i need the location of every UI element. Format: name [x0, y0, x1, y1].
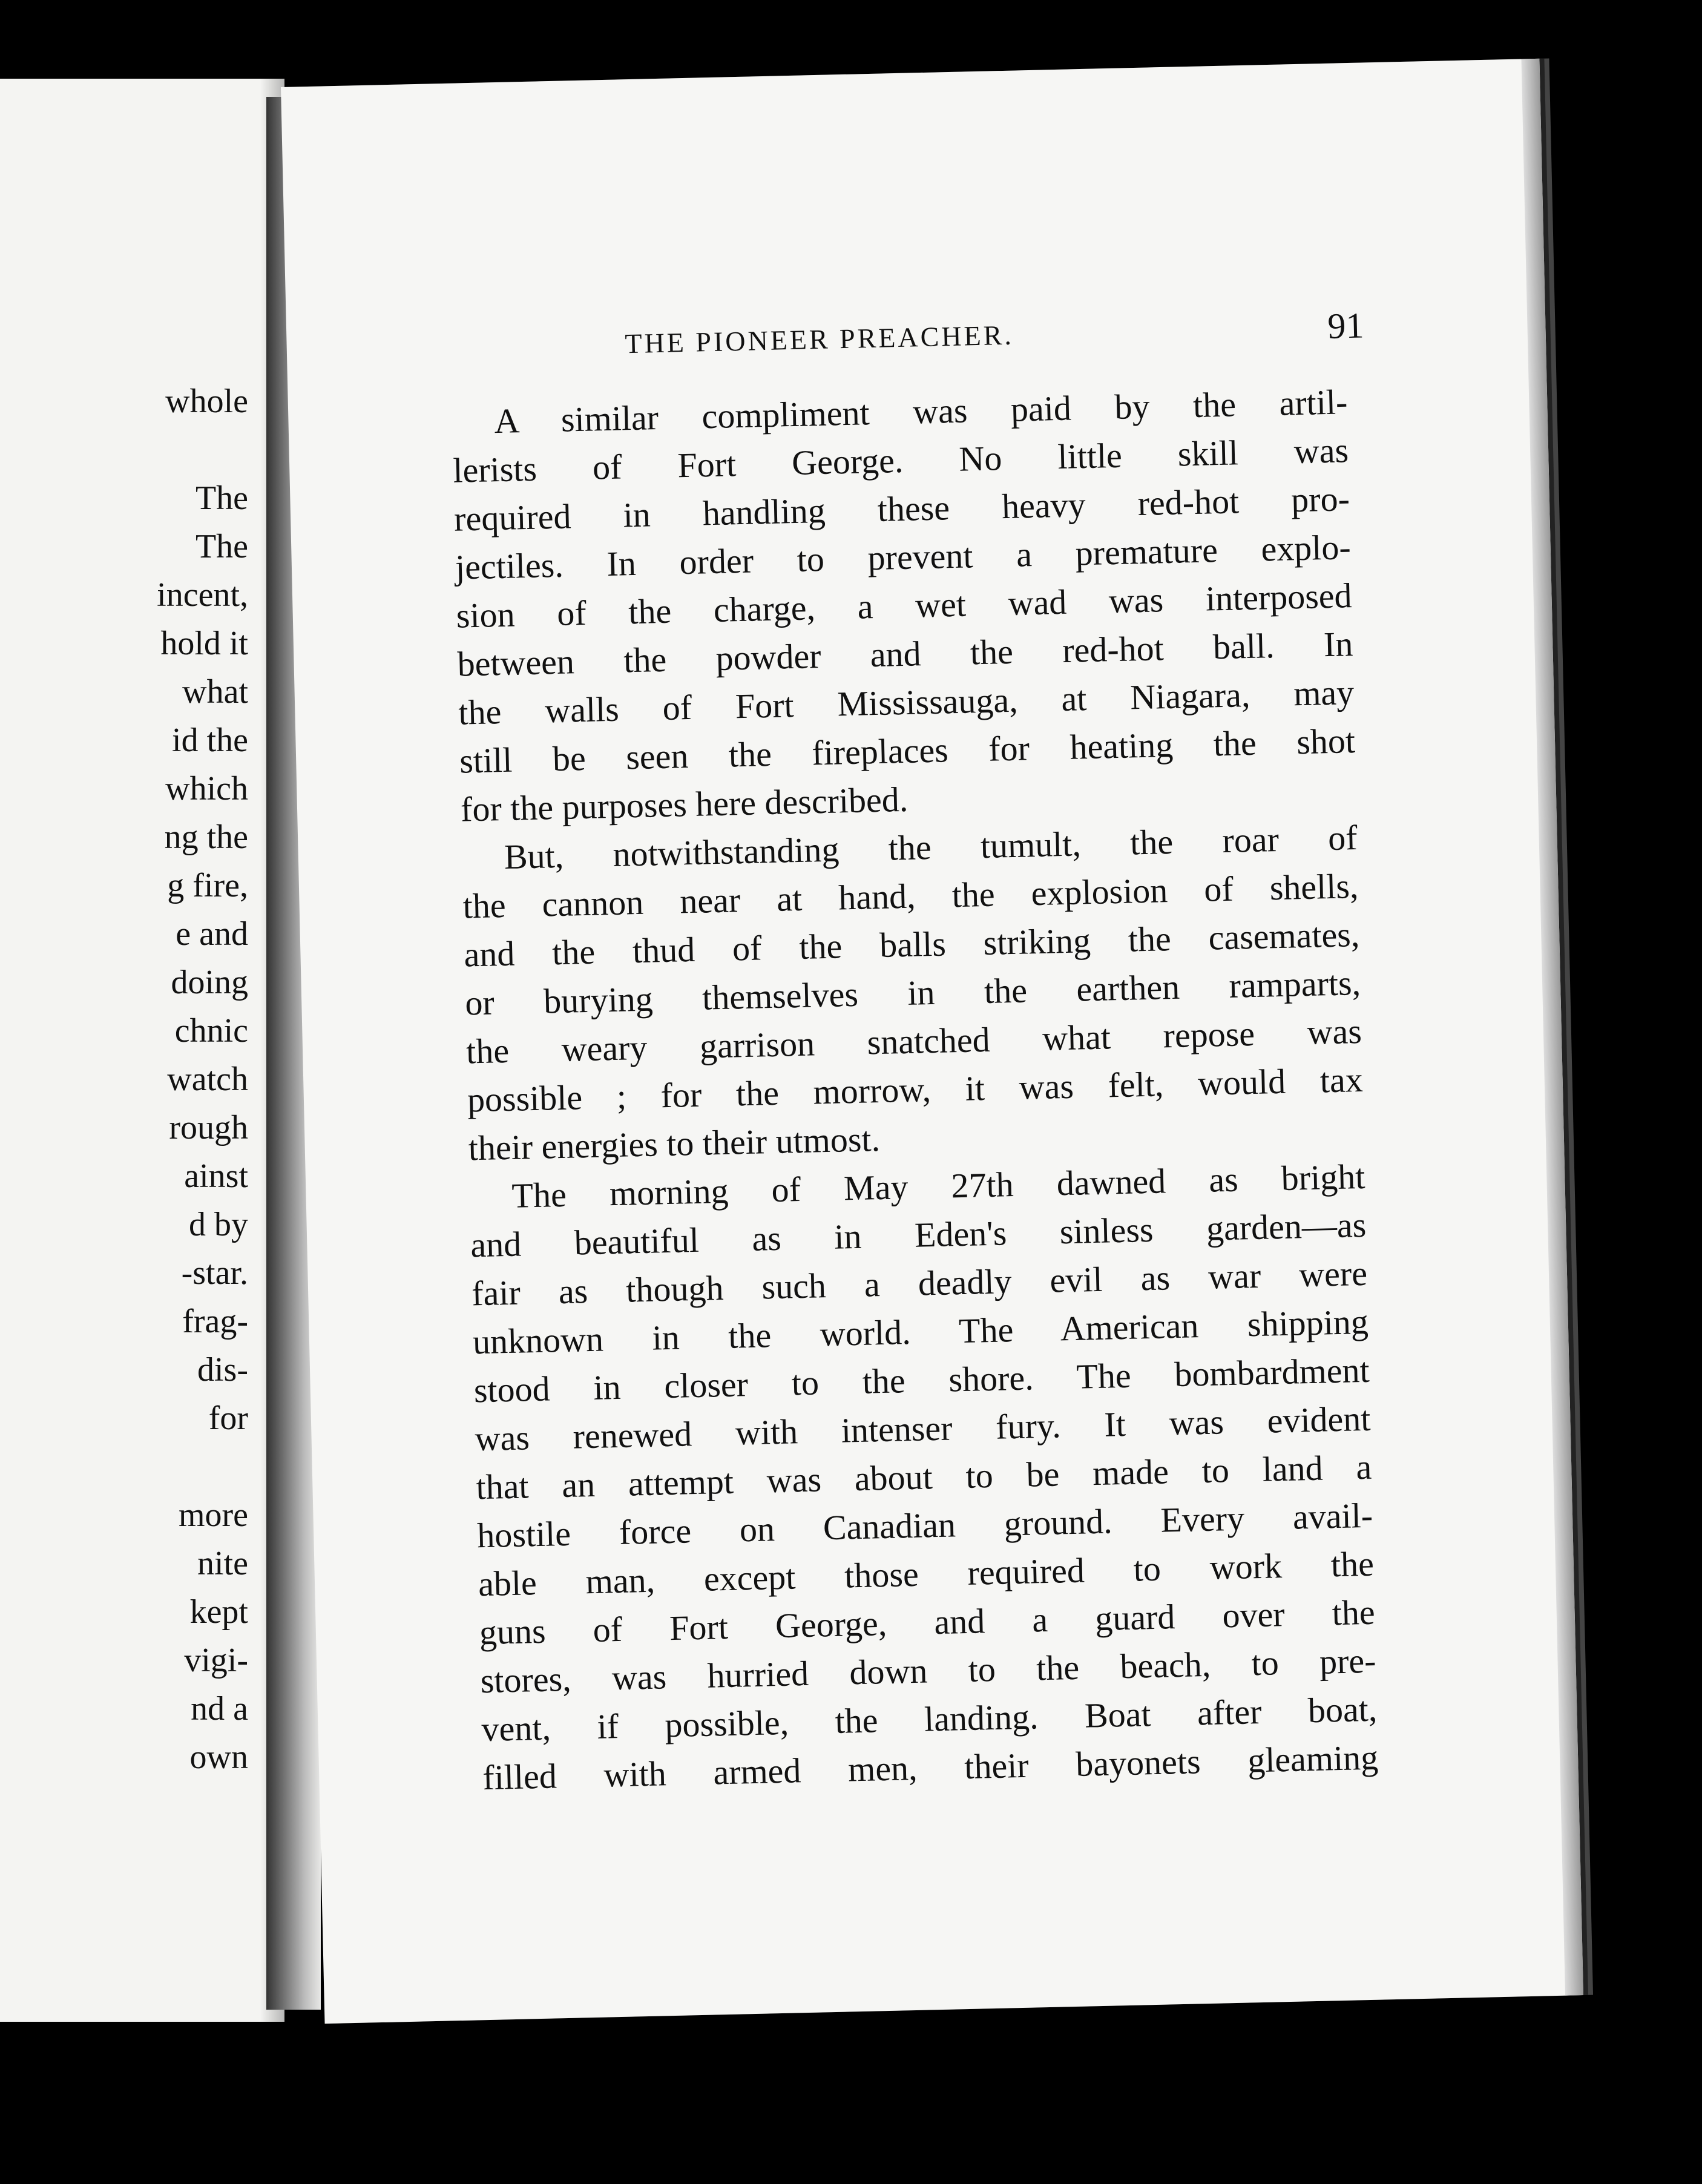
running-head-title: THE PIONEER PREACHER. [624, 319, 1014, 360]
text-line: The morning of May 27th dawned as bright [511, 1156, 1365, 1215]
text-line: and the thud of the balls striking the casemates, [463, 914, 1360, 975]
paragraph [461, 814, 1364, 1173]
left-fragment: what [182, 673, 248, 711]
text-line: vent, if possible, the landing. Boat after boat, [481, 1689, 1378, 1749]
text-line: But, notwithstanding the tumult, the roar of [504, 817, 1358, 877]
page-number: 91 [1327, 305, 1365, 346]
text-line: sion of the charge, a wet wad was interposed [456, 576, 1353, 636]
left-fragment: rough [169, 1109, 248, 1146]
right-book-page [281, 59, 1583, 2024]
left-fragment: The [195, 479, 248, 517]
text-line: unknown in the world. The American shipping [472, 1301, 1369, 1362]
text-line: their energies to their utmost. [468, 1119, 881, 1168]
paragraph [469, 1153, 1379, 1802]
left-fragment: ng the [164, 818, 248, 856]
text-line: and beautiful as in Eden's sinless garden—as [470, 1205, 1367, 1265]
left-fragment: kept [189, 1593, 248, 1631]
text-line: able man, except those required to work the [478, 1544, 1375, 1604]
left-fragment: -star. [181, 1254, 248, 1292]
text-line: required in handling these heavy red-hot pro- [453, 479, 1350, 539]
text-line: that an attempt was about to be made to land a [475, 1447, 1372, 1507]
text-line: still be seen the fireplaces for heating the shot [459, 721, 1356, 781]
left-page-text-fragments [0, 79, 284, 2022]
left-fragment: id the [172, 722, 248, 759]
left-fragment: The [195, 528, 248, 565]
left-fragment: chnic [174, 1012, 248, 1050]
text-line: for the purposes here described. [460, 779, 908, 829]
left-fragment: d by [189, 1206, 248, 1243]
page-edge [1521, 59, 1583, 1996]
text-line: between the powder and the red-hot ball. In [456, 624, 1354, 684]
text-line: was renewed with intenser fury. It was evident [474, 1398, 1372, 1459]
left-fragment: hold it [160, 625, 248, 662]
text-line: hostile force on Canadian ground. Every avail- [476, 1495, 1373, 1556]
left-fragment: watch [167, 1061, 248, 1098]
text-line: fair as though such a deadly evil as war were [471, 1253, 1368, 1314]
page-body-text [452, 378, 1379, 1802]
left-fragment: whole [165, 383, 248, 420]
left-fragment: frag- [182, 1303, 248, 1340]
text-line: filled with armed men, their bayonets gleaming [482, 1737, 1379, 1798]
text-line: jectiles. In order to prevent a premature explo- [455, 527, 1352, 587]
paragraph [452, 378, 1357, 834]
text-line: possible ; for the morrow, it was felt, would tax [467, 1059, 1364, 1120]
left-fragment: doing [171, 964, 248, 1001]
left-fragment: for [208, 1400, 248, 1437]
left-fragment: g fire, [167, 867, 248, 904]
text-line: the cannon near at hand, the explosion of shells, [462, 866, 1359, 926]
text-line: stores, was hurried down to the beach, to pre- [480, 1640, 1377, 1701]
left-fragment: nite [197, 1545, 248, 1582]
text-line: the weary garrison snatched what repose was [465, 1011, 1362, 1071]
left-fragment: which [165, 770, 248, 807]
text-line: guns of Fort George, and a guard over the [479, 1592, 1376, 1653]
left-fragment: e and [176, 915, 248, 953]
left-fragment: vigi- [184, 1642, 248, 1679]
left-fragment: more [178, 1496, 248, 1534]
text-line: A similar compliment was paid by the artil- [493, 382, 1348, 441]
text-line: the walls of Fort Mississauga, at Niagara, may [458, 673, 1355, 732]
left-fragment: incent, [157, 576, 248, 614]
left-fragment: own [189, 1738, 248, 1776]
running-head [456, 305, 1364, 374]
left-fragment: dis- [197, 1351, 248, 1389]
text-line: or burying themselves in the earthen ramparts, [464, 962, 1361, 1023]
text-line: stood in closer to the shore. The bombardment [473, 1350, 1370, 1410]
left-facing-page [0, 79, 284, 2022]
text-line: lerists of Fort George. No little skill was [452, 430, 1349, 490]
left-fragment: ainst [184, 1157, 248, 1195]
left-fragment: nd a [191, 1690, 248, 1728]
